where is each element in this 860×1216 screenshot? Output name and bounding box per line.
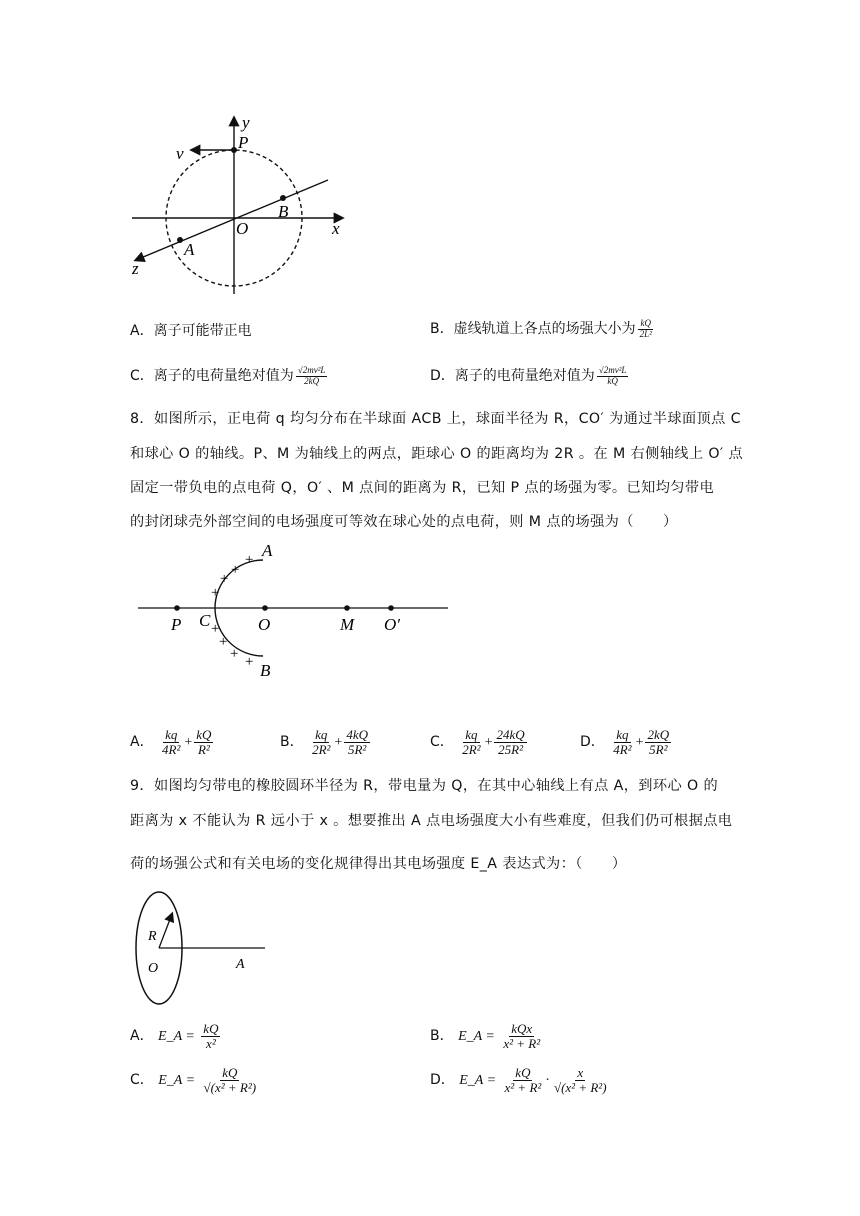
label-o-prime: O′ — [384, 615, 400, 634]
label-r: R — [148, 929, 157, 944]
radius-arrow — [159, 914, 172, 948]
label-a: A — [236, 957, 245, 972]
label-c: C — [199, 611, 211, 630]
label-p: P — [238, 133, 249, 152]
q9-option-c[interactable]: C． E_A = $\frac{kQ}{\text{√(x² + R²)}}$ — [130, 1065, 257, 1095]
figure-ring — [130, 890, 275, 1010]
q9-line-1: 9．如图均匀带电的橡胶圆环半径为 R，带电量为 Q，在其中心轴线上有点 A，到环心 O 的 — [130, 778, 719, 794]
point-a-dot — [177, 237, 183, 243]
label-a: A — [262, 541, 273, 560]
figure-coordinate-system — [120, 110, 360, 300]
z-axis — [136, 180, 328, 260]
label-o: O — [258, 615, 271, 634]
label-p: P — [171, 615, 182, 634]
q7d-fraction: $\frac{\text{√2mv²L}}{kQ}$ — [598, 365, 627, 386]
label-v: v — [176, 144, 184, 163]
q7-option-d[interactable]: D．离子的电荷量绝对值为 $\frac{\text{√2mv²L}}{kQ}$ — [430, 365, 627, 386]
label-z: z — [132, 259, 139, 278]
plus-2: + — [230, 562, 241, 578]
plus-8: + — [244, 654, 255, 670]
q9-line-2: 距离为 x 不能认为 R 远小于 x 。想要推出 A 点电场强度大小有些难度，但我们仍可根据点电 — [130, 813, 733, 829]
point-m-dot — [344, 605, 350, 611]
label-x: x — [332, 219, 340, 238]
q9-option-a[interactable]: A． E_A = $\frac{kQ}{\text{x²}}$ — [130, 1021, 219, 1051]
label-b: B — [260, 661, 271, 680]
plus-7: + — [229, 646, 240, 662]
plus-5: + — [210, 621, 221, 637]
plus-6: + — [218, 634, 229, 650]
q8-option-d[interactable]: D． $\frac{kq}{\text{4R²}}$ + $\frac{2kQ}{\text{5R²}}$ — [580, 727, 670, 757]
plus-4: + — [210, 585, 221, 601]
label-o: O — [148, 961, 159, 976]
q7-option-a[interactable]: A．离子可能带正电 — [130, 323, 252, 339]
q7c-fraction: $\frac{\text{√2mv²L}}{2kQ}$ — [297, 365, 326, 386]
q9-line-3: 荷的场强公式和有关电场的变化规律得出其电场强度 E_A 表达式为：（ ） — [130, 856, 627, 872]
q8-option-c[interactable]: C． $\frac{kq}{\text{2R²}}$ + $\frac{24kQ}{\text{25R²}}$ — [430, 727, 525, 757]
point-p-dot — [231, 147, 237, 153]
q8-line-2: 和球心 O 的轴线。P、M 为轴线上的两点，距球心 O 的距离均为 2R 。在 M 右侧轴线上 O′ 点 — [130, 446, 744, 462]
label-a: A — [184, 240, 195, 259]
point-b-dot — [280, 195, 286, 201]
point-p-dot — [174, 605, 180, 611]
figure-hemisphere — [130, 538, 460, 688]
q8-option-a[interactable]: A． $\frac{kq}{\text{4R²}}$ + $\frac{kQ}{\text{R²}}$ — [130, 727, 212, 757]
q7-option-c[interactable]: C．离子的电荷量绝对值为 $\frac{\text{√2mv²L}}{2kQ}$ — [130, 365, 326, 386]
q8-line-1: 8．如图所示，正电荷 q 均匀分布在半球面 ACB 上，球面半径为 R，CO′ 为通过半球面顶点 C — [130, 411, 741, 427]
plus-1: + — [244, 552, 255, 568]
point-o-prime-dot — [388, 605, 394, 611]
plus-3: + — [219, 571, 230, 587]
label-m: M — [340, 615, 355, 634]
q7-option-b[interactable]: B．虚线轨道上各点的场强大小为 $\frac{kQ}{\text{2L²}}$ — [430, 318, 652, 339]
label-y: y — [242, 113, 250, 132]
q8-line-4: 的封闭球壳外部空间的电场强度可等效在球心处的点电荷，则 M 点的场强为（ ） — [130, 514, 678, 530]
q8-line-3: 固定一带负电的点电荷 Q，O′ 、M 点间的距离为 R，已知 P 点的场强为零。已知均匀带电 — [130, 480, 715, 496]
label-b: B — [278, 202, 289, 221]
q7b-fraction: $\frac{kQ}{\text{2L²}}$ — [639, 318, 652, 339]
q9-option-d[interactable]: D． E_A = $\frac{kQ}{\text{x² + R²}}$ · $\frac{x}{\text{√(x² + R²)}}$ — [430, 1065, 607, 1095]
q8-option-b[interactable]: B． $\frac{kq}{\text{2R²}}$ + $\frac{4kQ}{\text{5R²}}$ — [280, 727, 368, 757]
q9-option-b[interactable]: B． E_A = $\frac{\text{kQx}}{\text{x² + R²}}$ — [430, 1021, 541, 1051]
label-o: O — [236, 219, 249, 238]
point-o-dot — [262, 605, 268, 611]
